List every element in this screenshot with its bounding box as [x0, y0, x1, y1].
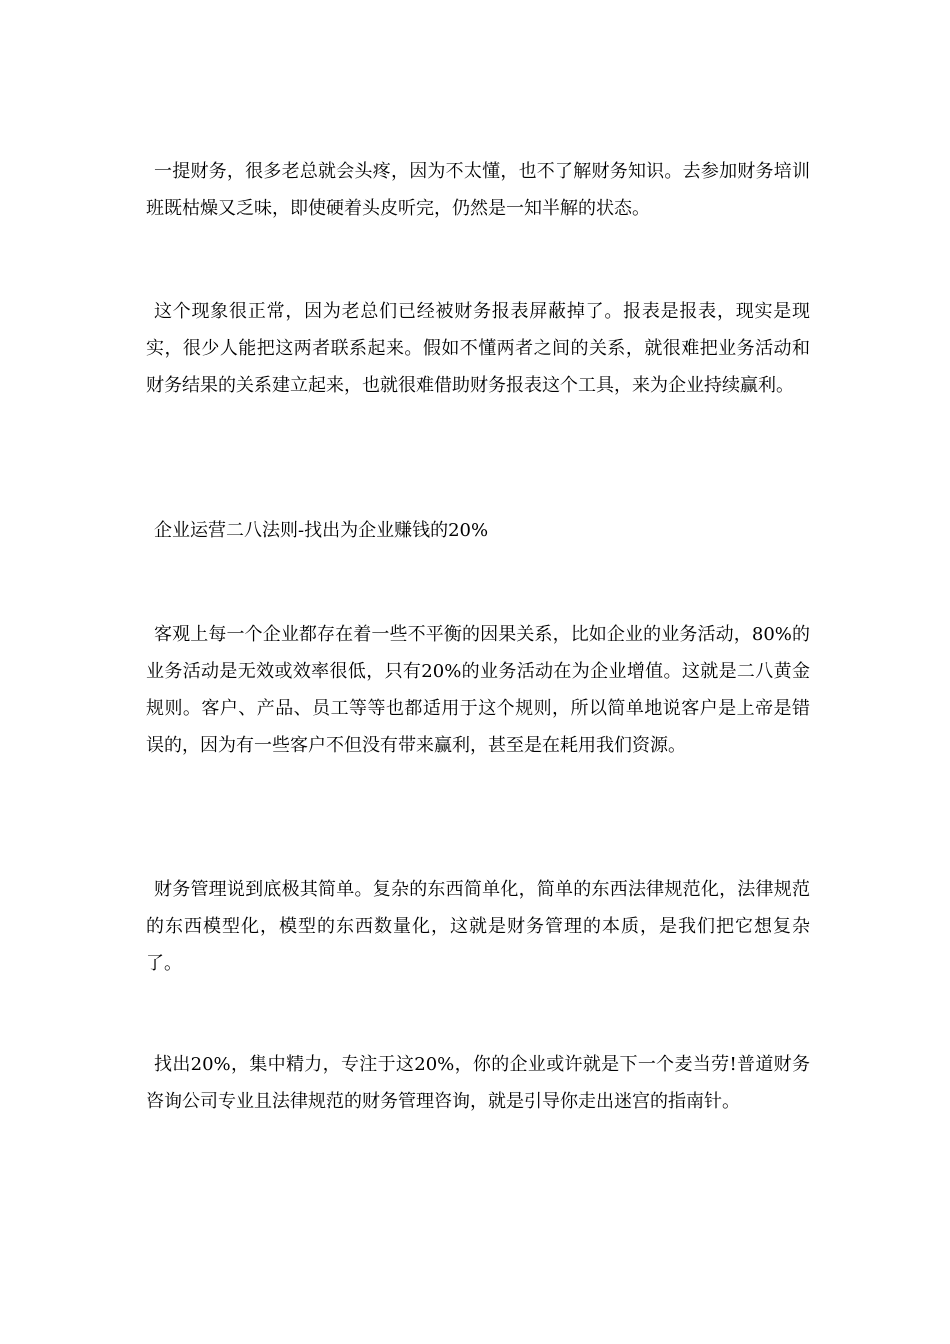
- paragraph-report-reality: 这个现象很正常，因为老总们已经被财务报表屏蔽掉了。报表是报表，现实是现实，很少人能把这两者联系起来。假如不懂两者之间的关系，就很难把业务活动和财务结果的关系建立起来，也就很难借助财务报表这个工具，来为企业持续赢利。: [146, 301, 810, 396]
- paragraph-conclusion: 找出20%，集中精力，专注于这20%，你的企业或许就是下一个麦当劳!普道财务咨询公司专业且法律规范的财务管理咨询，就是引导你走出迷宫的指南针。: [146, 1054, 810, 1112]
- paragraph-finance-headache: 一提财务，很多老总就会头疼，因为不太懂，也不了解财务知识。去参加财务培训班既枯燥又乏味，即使硬着头皮听完，仍然是一知半解的状态。: [146, 161, 810, 219]
- paragraph-pareto-explanation: 客观上每一个企业都存在着一些不平衡的因果关系，比如企业的业务活动，80%的业务活动是无效或效率很低，只有20%的业务活动在为企业增值。这就是二八黄金规则。客户、产品、员工等等也都适用于这个规则，所以简单地说客户是上帝是错误的，因为有一些客户不但没有带来赢利，甚至是在耗用我们资源。: [146, 624, 810, 756]
- section-heading-pareto-rule: 企业运营二八法则-找出为企业赚钱的20%: [154, 520, 489, 541]
- paragraph-finance-essence: 财务管理说到底极其简单。复杂的东西简单化，简单的东西法律规范化，法律规范的东西模型化，模型的东西数量化，这就是财务管理的本质，是我们把它想复杂了。: [146, 879, 810, 974]
